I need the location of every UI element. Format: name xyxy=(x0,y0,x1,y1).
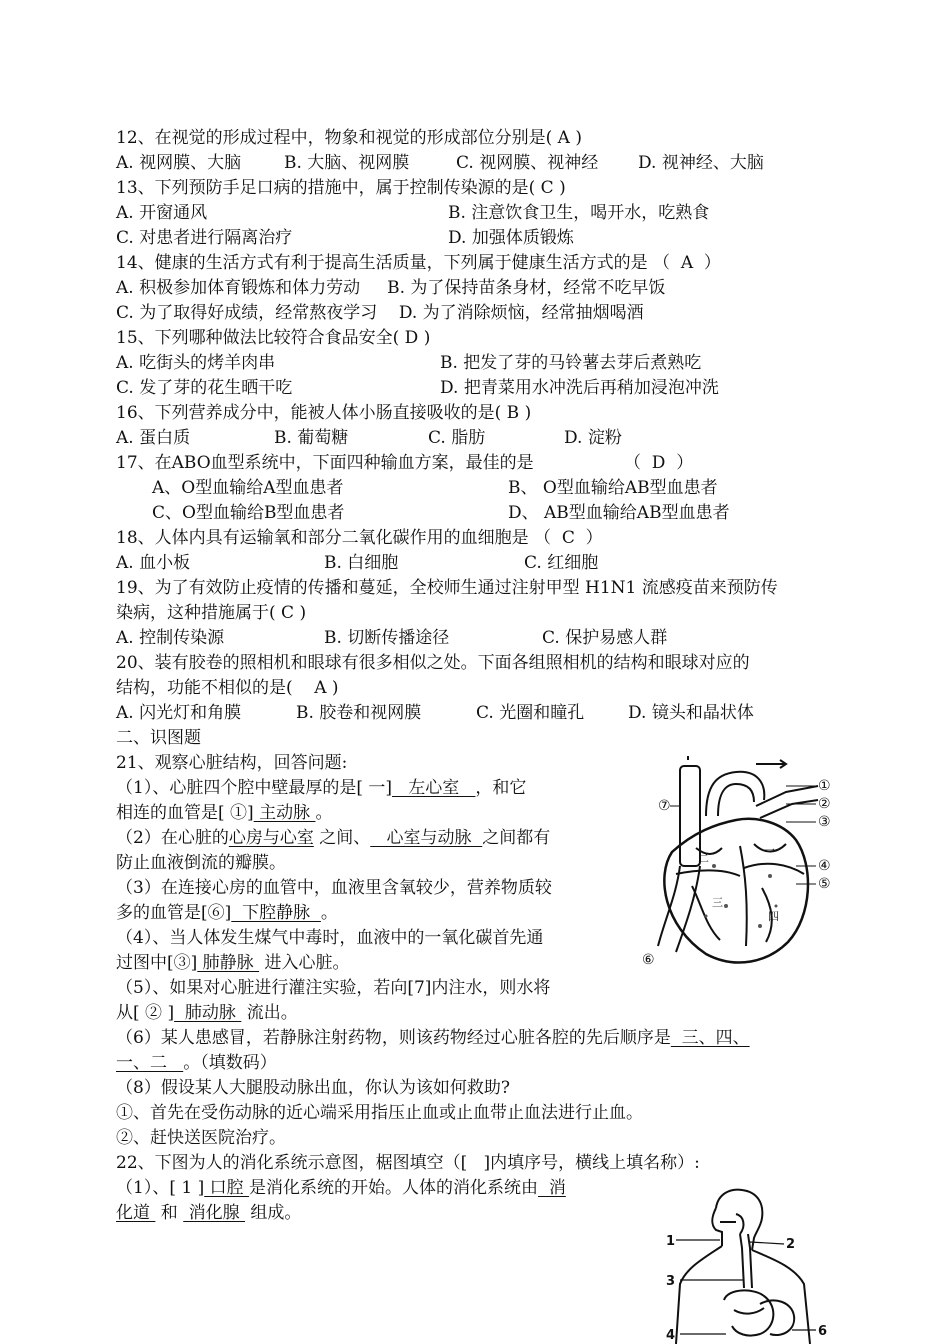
answer-blank: 一、二 xyxy=(116,1053,184,1073)
q21-part1-line2: 相连的血管是[ ①] 主动脉 。 xyxy=(116,803,333,823)
option-d: D. 视神经、大脑 xyxy=(638,153,764,173)
q21-part2-line2: 防止血液倒流的瓣膜。 xyxy=(116,853,286,873)
digestive-label-6: 6 xyxy=(818,1324,828,1339)
q21-stem: 21、观察心脏结构，回答问题: xyxy=(116,753,348,773)
answer-blank: 化道 xyxy=(116,1203,156,1223)
option-a: A. 血小板 xyxy=(116,553,191,573)
answer-blank: 肺动脉 xyxy=(174,1003,242,1023)
option-b: B. 胶卷和视网膜 xyxy=(296,703,422,723)
answer-blank: 消化腺 xyxy=(183,1203,246,1223)
digestive-label-2: 2 xyxy=(786,1237,796,1252)
answer-blank: 肺静脉 xyxy=(197,953,260,973)
q21-part5-line1: （5）、如果对心脏进行灌注实验，若向[7]内注水，则水将 xyxy=(116,978,551,998)
answer-blank: 口腔 xyxy=(204,1178,250,1198)
option-a: A. 蛋白质 xyxy=(116,428,191,448)
q21-part6-line2: 一、二 。（填数码） xyxy=(116,1053,277,1073)
section-heading: 二、识图题 xyxy=(116,728,201,748)
q21-part3-line2: 多的血管是[⑥] 下腔静脉 。 xyxy=(116,903,338,923)
option-c: C. 保护易感人群 xyxy=(542,628,668,648)
q13-stem: 13、下列预防手足口病的措施中，属于控制传染源的是( C ) xyxy=(116,178,566,198)
option-b: B. 切断传播途径 xyxy=(324,628,450,648)
option-b: B. 大脑、视网膜 xyxy=(284,153,410,173)
q21-part6-line1: （6）某人患感冒，若静脉注射药物，则该药物经过心脏各腔的先后顺序是 三、四、 xyxy=(116,1028,750,1048)
heart-label-4: ④ xyxy=(818,858,831,874)
q21-part4-line1: （4）、当人体发生煤气中毒时，血液中的一氧化碳首先通 xyxy=(116,928,544,948)
q22-stem: 22、下图为人的消化系统示意图，椐图填空（[ ]内填序号，横线上填名称）: xyxy=(116,1153,700,1173)
option-b: B. 把发了芽的马铃薯去芽后煮熟吃 xyxy=(440,353,702,373)
option-c: C. 对患者进行隔离治疗 xyxy=(116,228,293,248)
answer-blank: 心房与心室 xyxy=(228,828,314,848)
heart-label-5: ⑤ xyxy=(818,876,831,892)
q22-part1-line1: （1）、[ 1 ] 口腔 是消化系统的开始。人体的消化系统由 消 xyxy=(116,1178,566,1198)
heart-label-2: ② xyxy=(818,796,831,812)
heart-diagram xyxy=(636,756,836,972)
option-c: C. 脂肪 xyxy=(428,428,486,448)
q19-stem-line2: 染病，这种措施属于( C ) xyxy=(116,603,307,623)
option-a: A. 控制传染源 xyxy=(116,628,225,648)
option-c: C、O型血输给B型血患者 xyxy=(152,503,345,523)
q21-part2-line1: （2）在心脏的心房与心室 之间、 心室与动脉 之间都有 xyxy=(116,828,551,848)
q14-stem: 14、健康的生活方式有利于提高生活质量，下列属于健康生活方式的是 （ A ） xyxy=(116,253,721,273)
q21-part8-answer2: ②、赶快送医院治疗。 xyxy=(116,1128,286,1148)
q22-part1-line2: 化道 和 消化腺 组成。 xyxy=(116,1203,302,1223)
answer-blank: 主动脉 xyxy=(253,803,316,823)
option-d: D. 镜头和晶状体 xyxy=(628,703,754,723)
q14-options-row2: C. 为了取得好成绩，经常熬夜学习 D. 为了消除烦恼，经常抽烟喝酒 xyxy=(116,303,644,323)
option-b: B. 注意饮食卫生，喝开水，吃熟食 xyxy=(448,203,710,223)
q18-stem: 18、人体内具有运输氧和部分二氧化碳作用的血细胞是 （ C ） xyxy=(116,528,603,548)
q19-stem-line1: 19、为了有效防止疫情的传播和蔓延，全校师生通过注射甲型 H1N1 流感疫苗来预防传 xyxy=(116,578,778,598)
q12-stem: 12、在视觉的形成过程中，物象和视觉的形成部位分别是( A ) xyxy=(116,128,582,148)
q17-answer: （ D ） xyxy=(624,453,694,473)
q17-stem: 17、在ABO血型系统中，下面四种输血方案，最佳的是 xyxy=(116,453,534,473)
q21-part5-line2: 从[ ② ] 肺动脉 流出。 xyxy=(116,1003,298,1023)
heart-label-7: ⑦ xyxy=(658,798,671,814)
option-a: A、O型血输给A型血患者 xyxy=(152,478,344,498)
digestive-label-4: 4 xyxy=(666,1328,676,1343)
q20-stem-line2: 结构，功能不相似的是( A ) xyxy=(116,678,339,698)
digestive-label-1: 1 xyxy=(666,1234,676,1249)
option-b: B. 葡萄糖 xyxy=(274,428,349,448)
answer-blank: 消 xyxy=(538,1178,566,1198)
q14-options-row1: A. 积极参加体育锻炼和体力劳动 B. 为了保持苗条身材，经常不吃早饭 xyxy=(116,278,666,298)
chamber-label: 二 xyxy=(698,852,709,865)
chamber-label: 一 xyxy=(764,844,775,857)
option-b: B、 O型血输给AB型血患者 xyxy=(508,478,718,498)
q21-part1-line1: （1）、心脏四个腔中壁最厚的是[ 一] 左心室 ，和它 xyxy=(116,778,527,798)
answer-blank: 下腔静脉 xyxy=(231,903,321,923)
option-a: A. 视网膜、大脑 xyxy=(116,153,242,173)
q21-part8-answer1: ①、首先在受伤动脉的近心端采用指压止血或止血带止血法进行止血。 xyxy=(116,1103,643,1123)
q16-stem: 16、下列营养成分中，能被人体小肠直接吸收的是( B ) xyxy=(116,403,532,423)
digestive-label-3: 3 xyxy=(666,1274,676,1289)
q20-stem-line1: 20、装有胶卷的照相机和眼球有很多相似之处。下面各组照相机的结构和眼球对应的 xyxy=(116,653,750,673)
answer-blank: 心室与动脉 xyxy=(370,828,483,848)
q21-part4-line2: 过图中[③] 肺静脉 进入心脏。 xyxy=(116,953,350,973)
q21-part3-line1: （3）在连接心房的血管中，血液里含氧较少，营养物质较 xyxy=(116,878,552,898)
q15-stem: 15、下列哪种做法比较符合食品安全( D ) xyxy=(116,328,431,348)
option-b: B. 白细胞 xyxy=(324,553,399,573)
option-c: C. 视网膜、视神经 xyxy=(456,153,599,173)
option-d: D、 AB型血输给AB型血患者 xyxy=(508,503,730,523)
option-a: A. 闪光灯和角膜 xyxy=(116,703,242,723)
option-d: D. 加强体质锻炼 xyxy=(448,228,574,248)
heart-label-1: ① xyxy=(818,778,831,794)
chamber-label: 四 xyxy=(768,910,779,923)
digestive-system-diagram xyxy=(664,1188,840,1344)
answer-blank: 左心室 xyxy=(391,778,476,798)
option-a: A. 吃街头的烤羊肉串 xyxy=(116,353,276,373)
option-a: A. 开窗通风 xyxy=(116,203,208,223)
chamber-label: 三 xyxy=(712,896,723,909)
q21-part8: （8）假设某人大腿股动脉出血，你认为该如何救助? xyxy=(116,1078,510,1098)
heart-label-3: ③ xyxy=(818,814,831,830)
option-c: C. 光圈和瞳孔 xyxy=(476,703,585,723)
option-d: D. 把青菜用水冲洗后再稍加浸泡冲洗 xyxy=(440,378,719,398)
option-c: C. 发了芽的花生晒干吃 xyxy=(116,378,293,398)
heart-label-6: ⑥ xyxy=(642,952,655,968)
option-c: C. 红细胞 xyxy=(524,553,599,573)
option-d: D. 淀粉 xyxy=(564,428,622,448)
answer-blank: 三、四、 xyxy=(670,1028,750,1048)
